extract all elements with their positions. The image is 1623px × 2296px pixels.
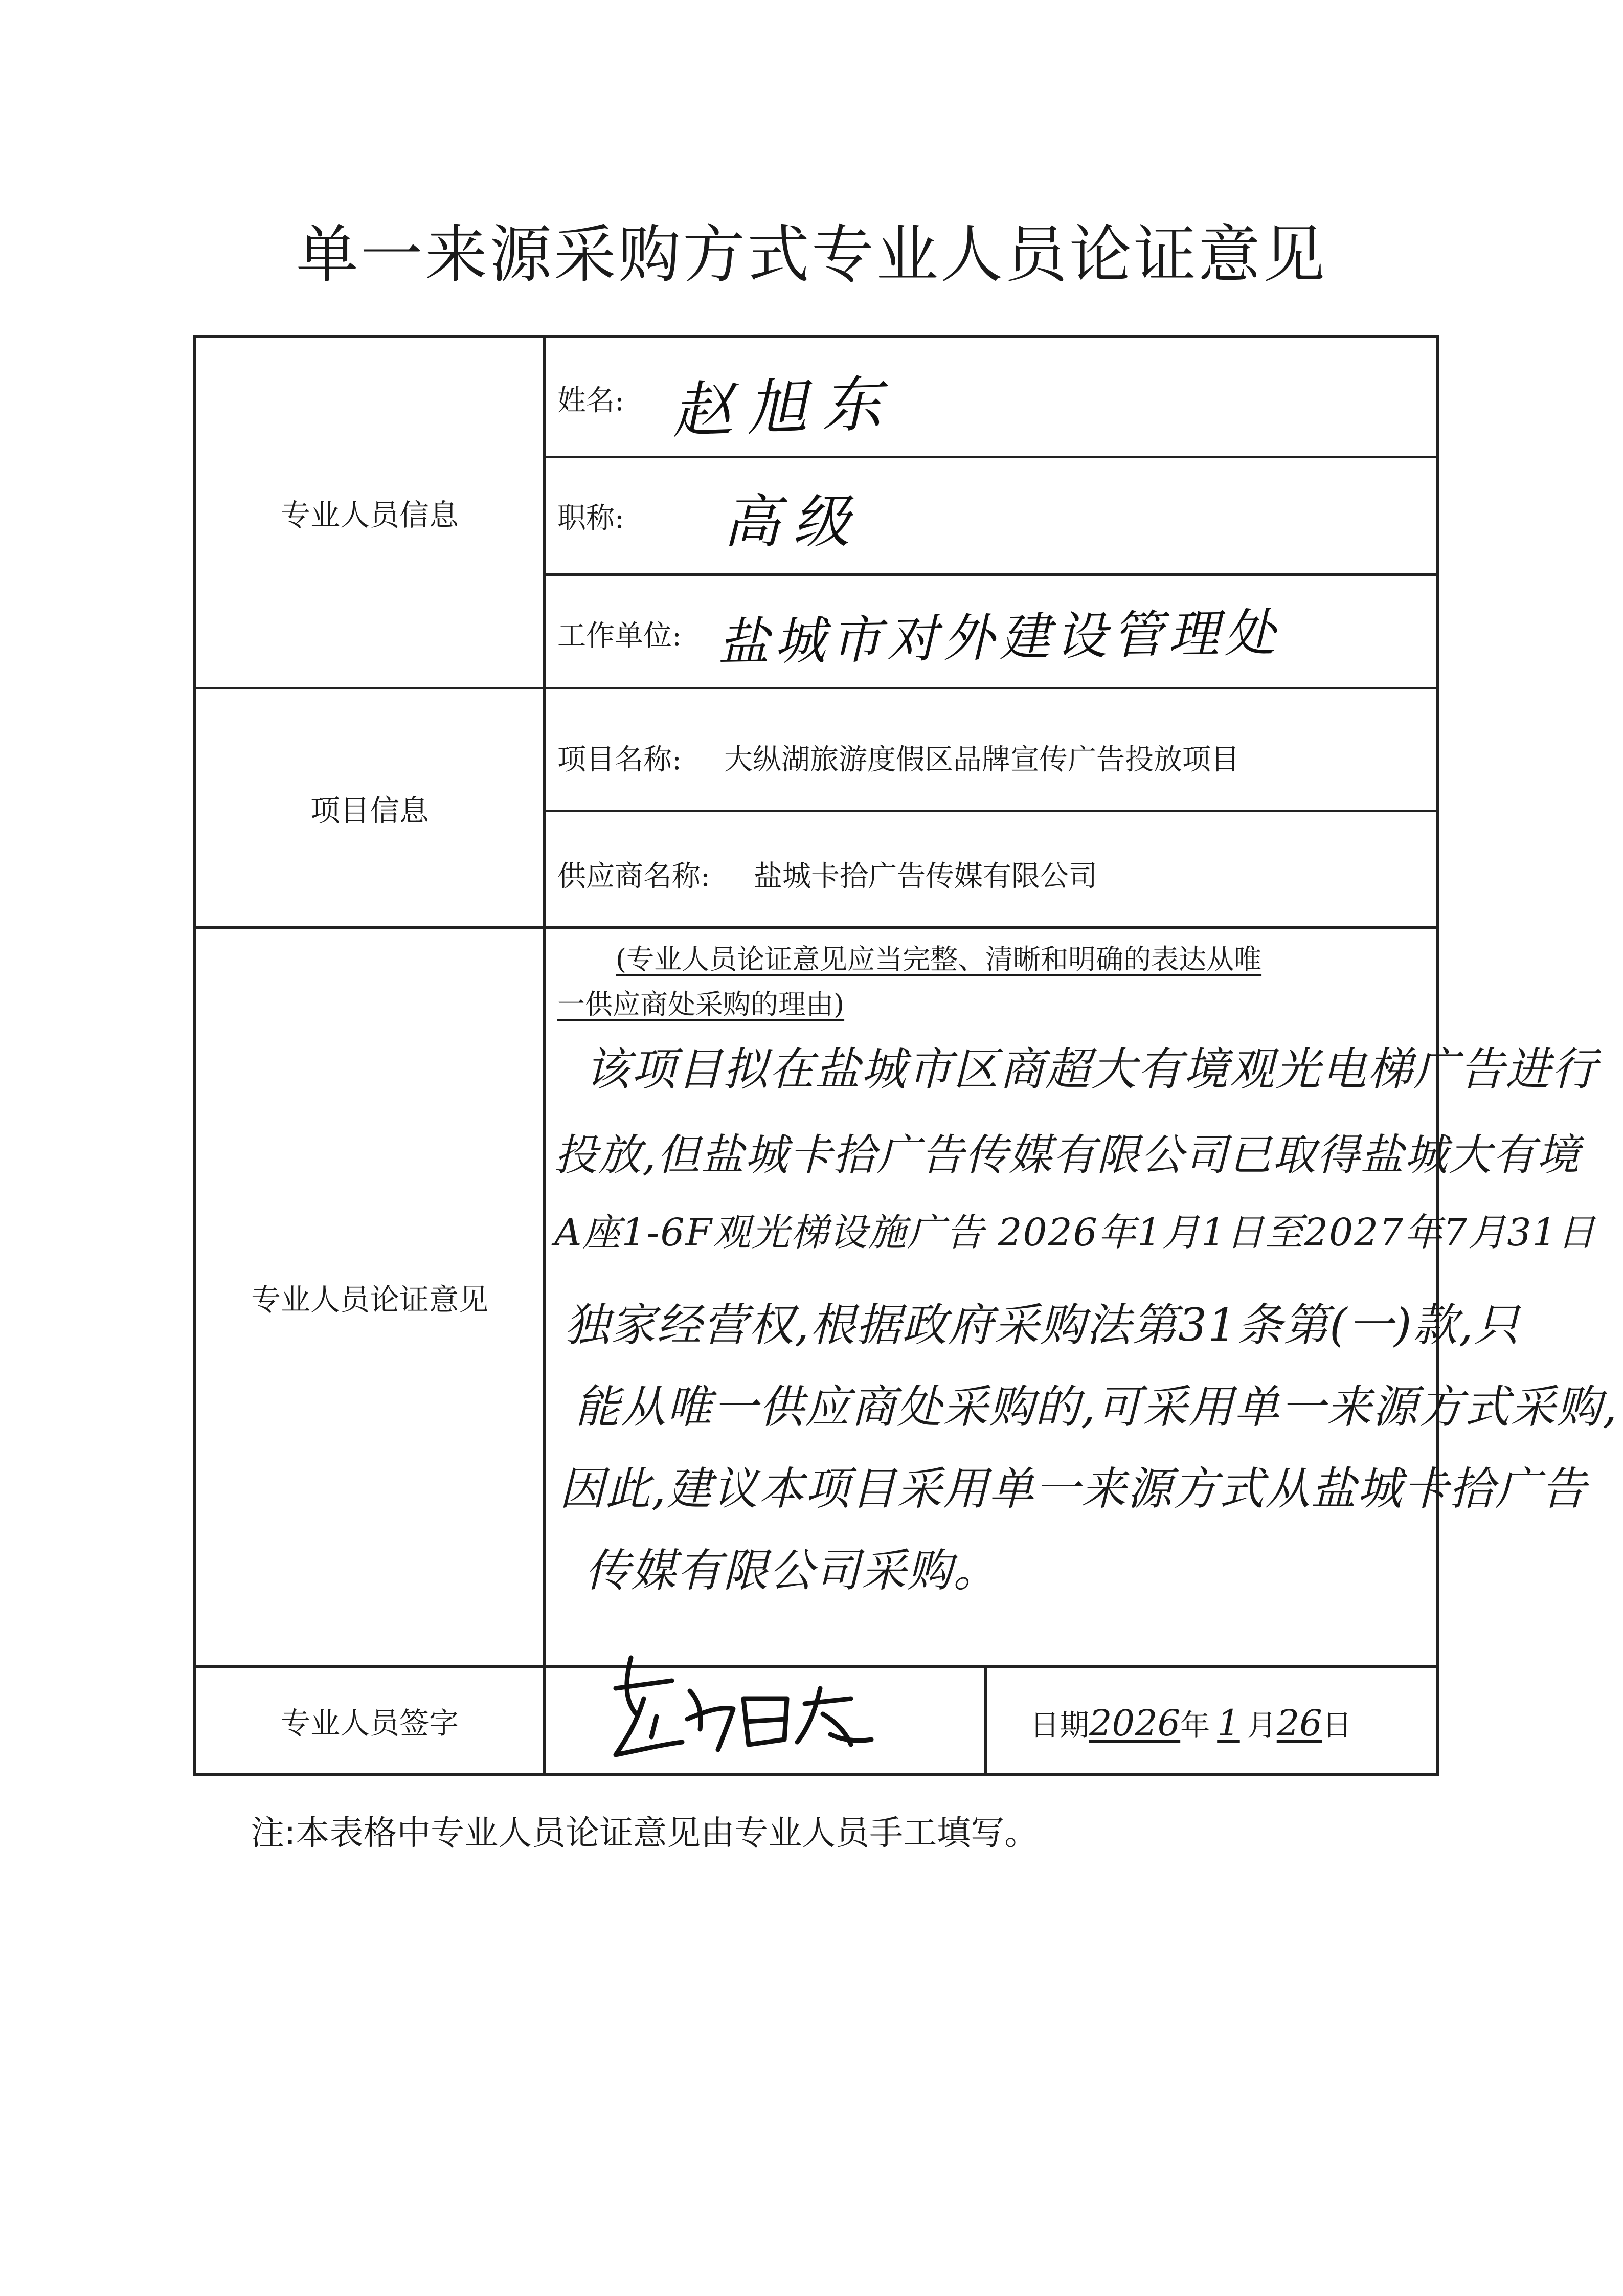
supplier-value: 盐城卡拾广告传媒有限公司 — [754, 860, 1097, 893]
date-year-char: 年 — [1180, 1708, 1210, 1743]
opinion-line-6: 因此,建议本项目采用单一来源方式从盐城卡拾广告 — [559, 1462, 1587, 1515]
signature-image — [595, 1622, 882, 1775]
title-value: 高级 — [723, 489, 862, 555]
opinion-line-1: 该项目拟在盐城市区商超大有境观光电梯广告进行 — [585, 1043, 1598, 1096]
page-title: 单一来源采购方式专业人员论证意见 — [296, 218, 1327, 291]
date-month: 1 — [1217, 1702, 1240, 1744]
unit-value: 盐城市对外建设管理处 — [717, 603, 1281, 673]
project-name-value: 大纵湖旅游度假区品牌宣传广告投放项目 — [724, 743, 1239, 776]
row-divider-project-supplier — [546, 810, 1436, 812]
form-table — [193, 335, 1618, 1776]
date-day: 26 — [1276, 1702, 1322, 1744]
date-label: 日期 — [1030, 1708, 1090, 1743]
opinion-instruction-line-2: 一供应商处采购的理由) — [557, 988, 845, 1020]
title-label: 职称: — [557, 502, 624, 535]
row-divider-title-unit — [546, 573, 1436, 576]
opinion-label: 专业人员论证意见 — [251, 1282, 488, 1317]
opinion-line-7: 传媒有限公司采购。 — [585, 1544, 1000, 1597]
opinion-line-5: 能从唯一供应商处采购的,可采用单一来源方式采购, — [575, 1380, 1618, 1433]
name-label: 姓名: — [557, 384, 624, 417]
date-year: 2026 — [1089, 1702, 1181, 1744]
opinion-line-4: 独家经营权,根据政府采购法第31条第(一)款,只 — [565, 1299, 1520, 1351]
name-value: 赵旭东 — [671, 368, 897, 447]
date-day-char: 日 — [1322, 1708, 1352, 1743]
opinion-instruction-line-1: (专业人员论证意见应当完整、清晰和明确的表达从唯 — [616, 943, 1262, 975]
date-month-char: 月 — [1247, 1708, 1277, 1743]
footnote: 注:本表格中专业人员论证意见由专业人员手工填写。 — [251, 1813, 1039, 1853]
project-info-label: 项目信息 — [310, 793, 429, 828]
supplier-label: 供应商名称: — [557, 860, 710, 893]
signature-label: 专业人员签字 — [280, 1705, 459, 1741]
professional-info-label: 专业人员信息 — [280, 498, 459, 532]
unit-label: 工作单位: — [557, 619, 682, 653]
signature-date-divider — [984, 1668, 987, 1773]
row-divider-name-title — [546, 456, 1436, 458]
date-field — [1030, 1701, 1352, 1744]
project-name-label: 项目名称: — [557, 743, 682, 776]
opinion-line-3: A座1-6F观光梯设施广告 2026年1月1日至2027年7月31日 — [554, 1211, 1596, 1255]
column-divider — [543, 338, 546, 1773]
opinion-line-2: 投放,但盐城卡拾广告传媒有限公司已取得盐城大有境 — [554, 1130, 1581, 1180]
